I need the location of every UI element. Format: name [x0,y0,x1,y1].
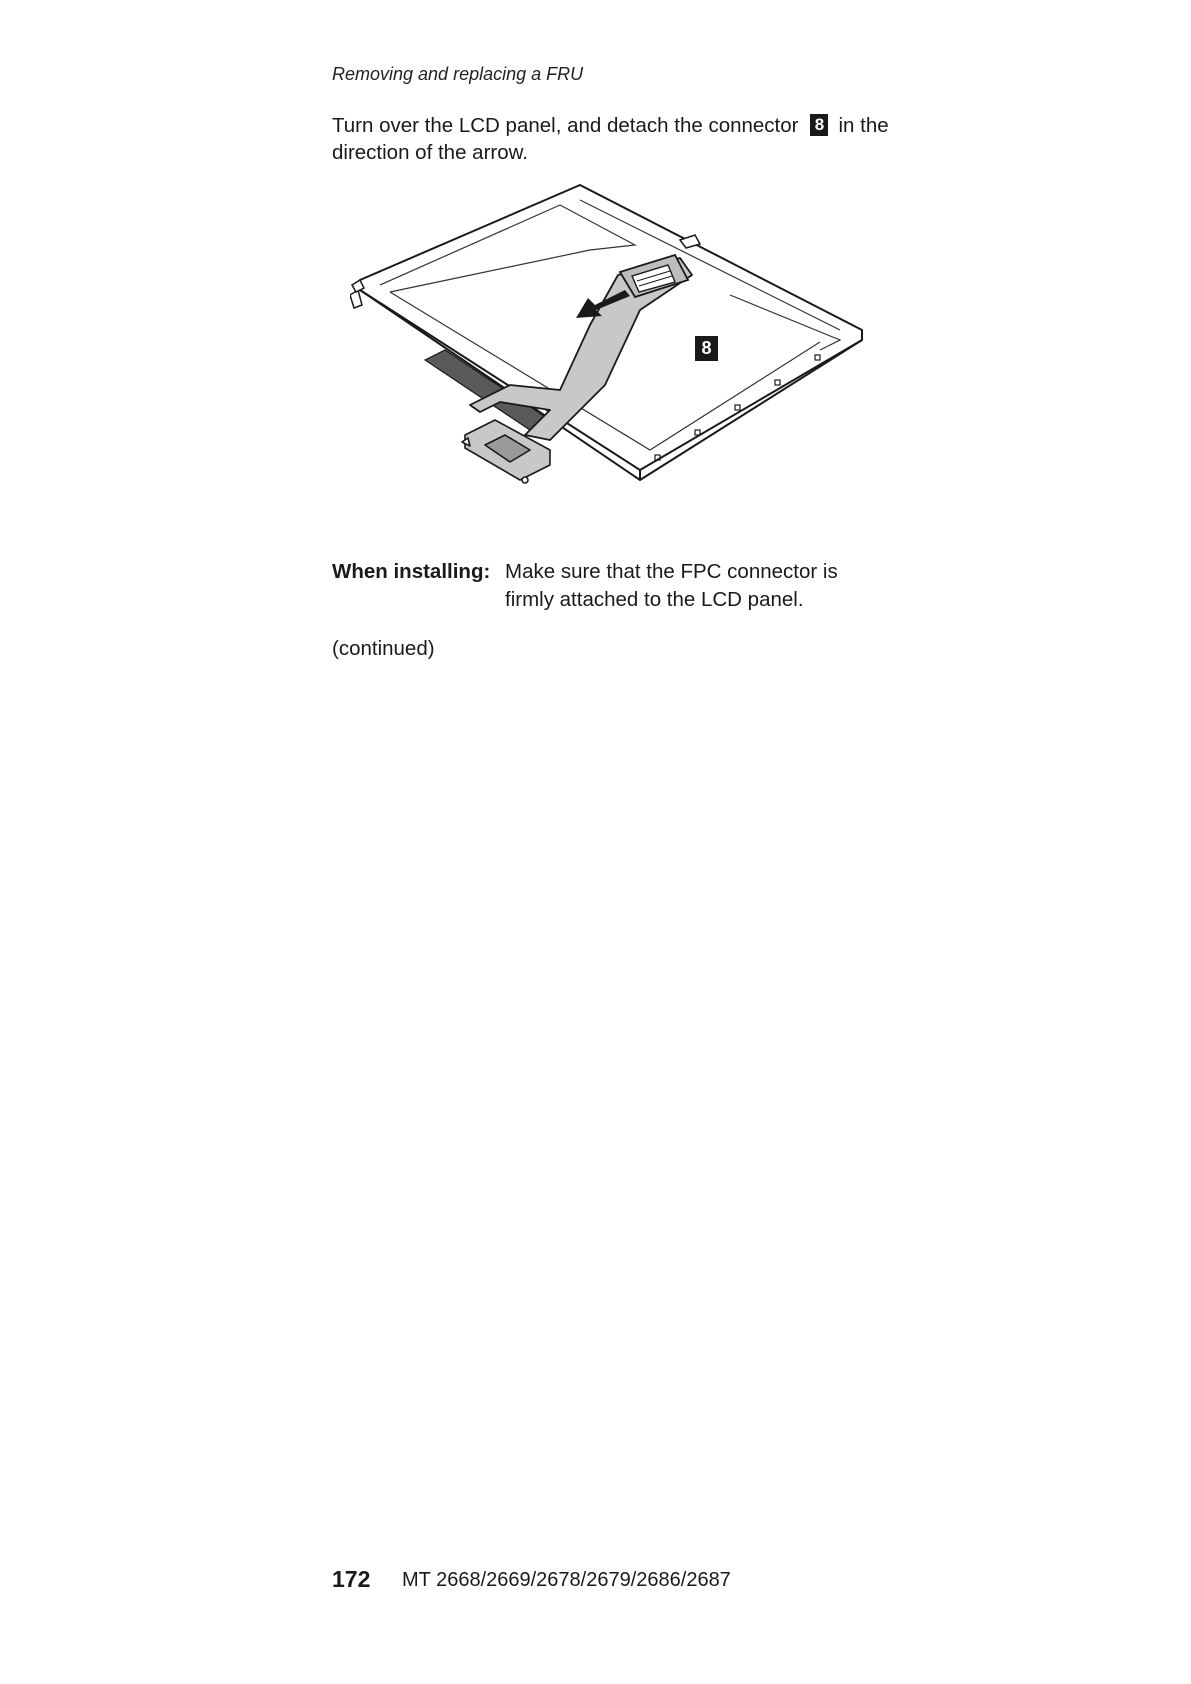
figure-callout-badge: 8 [695,336,718,361]
callout-badge: 8 [810,114,828,136]
continued-text: (continued) [332,637,435,660]
install-note-text: Make sure that the FPC connector is firmly attached to the LCD panel. [505,560,838,611]
running-header: Removing and replacing a FRU [332,64,584,84]
page-number: 172 [332,1566,371,1592]
machine-types: MT 2668/2669/2678/2679/2686/2687 [402,1569,731,1591]
lcd-panel-illustration [350,180,870,525]
instruction-text [332,112,892,166]
instruction-before: Turn over the LCD panel, and detach the connector [332,114,799,137]
install-note-label: When installing: [332,560,491,583]
instruction-after: in the direction of the arrow. [332,114,889,164]
